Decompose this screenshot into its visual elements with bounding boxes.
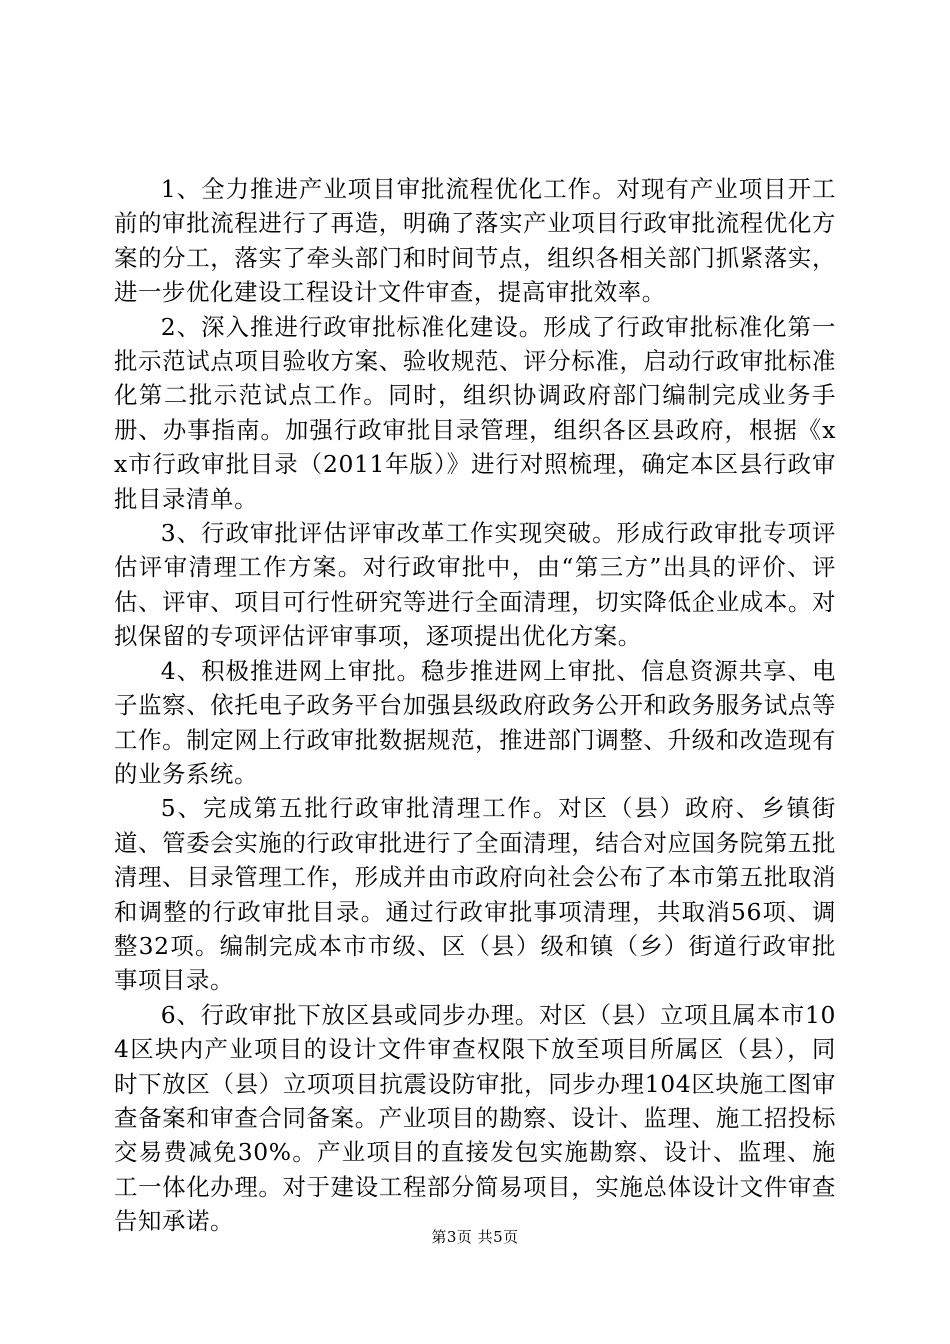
paragraph-3: 3、行政审批评估评审改革工作实现突破。形成行政审批专项评估评审清理工作方案。对行政审批中，由“第三方”出具的评价、评估、评审、项目可行性研究等进行全面清理，切实降低企业成本。对拟保留的专项评估评审事项，逐项提出优化方案。	[114, 519, 836, 651]
page-number-label: 第3页 共5页	[431, 1228, 519, 1246]
page-footer	[0, 1227, 950, 1247]
document-body	[114, 172, 836, 1239]
paragraph-6: 6、行政审批下放区县或同步办理。对区（县）立项且属本市104区块内产业项目的设计文件审查权限下放至项目所属区（县），同时下放区（县）立项项目抗震设防审批，同步办理104区块施工图审查备案和审查合同备案。产业项目的勘察、设计、监理、施工招投标交易费减免30%。产业项目的直接发包实施勘察、设计、监理、施工一体化办理。对于建设工程部分简易项目，实施总体设计文件审查告知承诺。	[114, 1000, 836, 1236]
paragraph-2: 2、深入推进行政审批标准化建设。形成了行政审批标准化第一批示范试点项目验收方案、验收规范、评分标准，启动行政审批标准化第二批示范试点工作。同时，组织协调政府部门编制完成业务手册、办事指南。加强行政审批目录管理，组织各区县政府，根据《xx市行政审批目录（2011年版）》进行对照梳理，确定本区县行政审批目录清单。	[114, 312, 836, 513]
paragraph-4: 4、积极推进网上审批。稳步推进网上审批、信息资源共享、电子监察、依托电子政务平台加强县级政府政务公开和政务服务试点等工作。制定网上行政审批数据规范，推进部门调整、升级和改造现有的业务系统。	[114, 656, 836, 788]
paragraph-1: 1、全力推进产业项目审批流程优化工作。对现有产业项目开工前的审批流程进行了再造，明确了落实产业项目行政审批流程优化方案的分工，落实了牵头部门和时间节点，组织各相关部门抓紧落实，进一步优化建设工程设计文件审查，提高审批效率。	[114, 175, 836, 307]
paragraph-5: 5、完成第五批行政审批清理工作。对区（县）政府、乡镇街道、管委会实施的行政审批进行了全面清理，结合对应国务院第五批清理、目录管理工作，形成并由市政府向社会公布了本市第五批取消和调整的行政审批目录。通过行政审批事项清理，共取消56项、调整32项。编制完成本市市级、区（县）级和镇（乡）街道行政审批事项目录。	[114, 794, 836, 995]
